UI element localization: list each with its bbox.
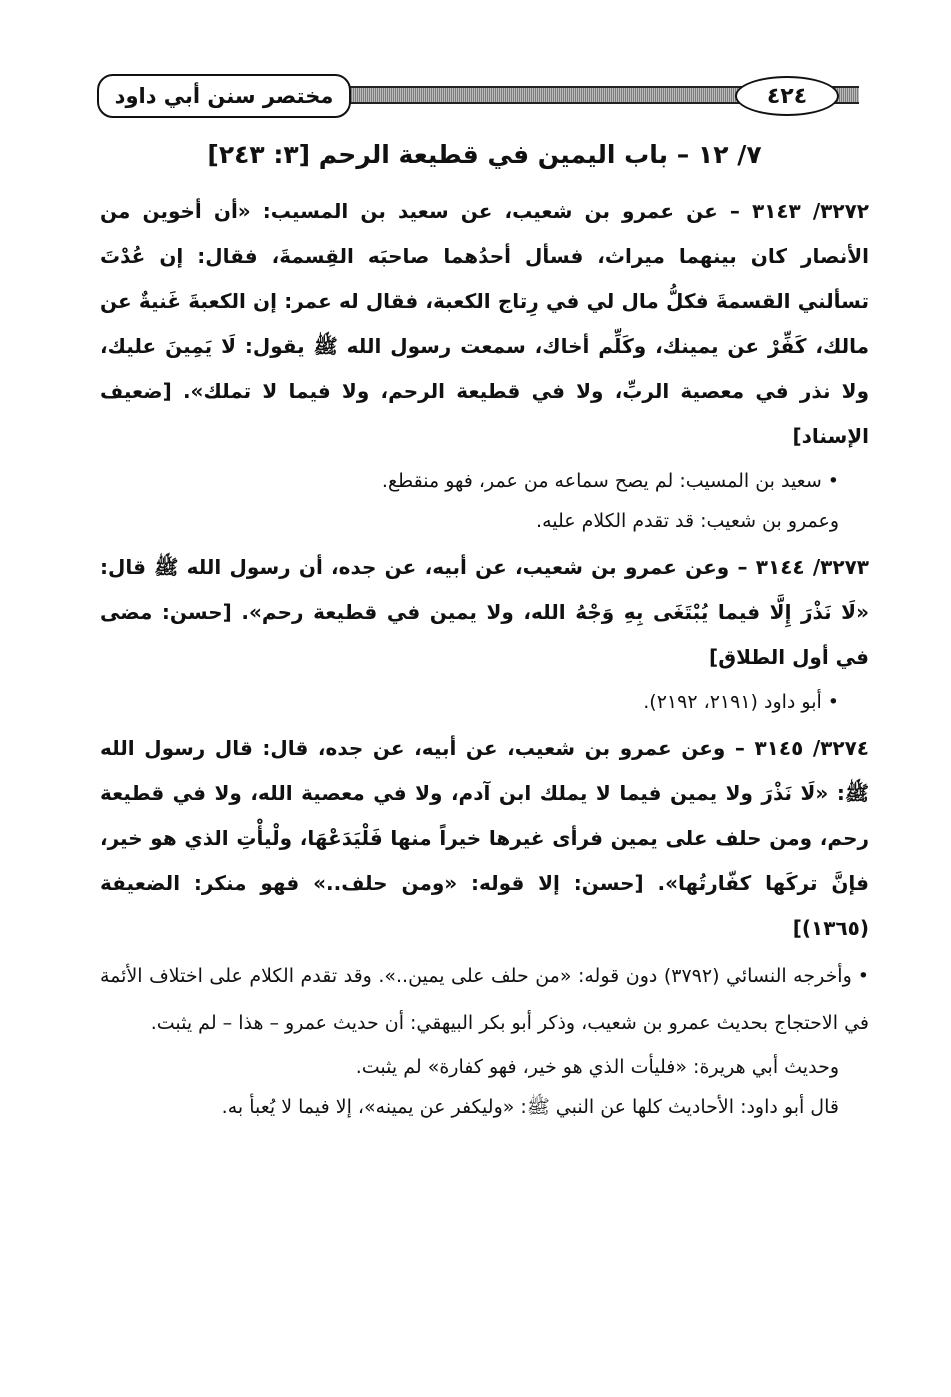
note-text: سعيد بن المسيب: لم يصح سماعه من عمر، فهو منقطع. (381, 470, 822, 492)
hadith-number: ٣٢٧٢/ ٣١٤٣ – (729, 199, 869, 223)
note-text: وحديث أبي هريرة: «فليأت الذي هو خير، فهو كفارة» لم يثبت. (355, 1056, 839, 1078)
note-nasai-ref (100, 953, 869, 1047)
note-text: وعمرو بن شعيب: قد تقدم الكلام عليه. (536, 510, 839, 532)
note-abu-hurayra (100, 1047, 869, 1087)
page-number: ٤٢٤ (735, 76, 839, 116)
bullet: • (827, 691, 839, 713)
hadith-3273 (100, 545, 869, 680)
bullet: • (857, 965, 869, 987)
hadith-number: ٣٢٧٤/ ٣١٤٥ – (734, 736, 869, 760)
chapter-title: ٧/ ١٢ – باب اليمين في قطيعة الرحم [٣: ٢٤٣] (207, 140, 762, 169)
note-text: قال أبو داود: الأحاديث كلها عن النبي ﷺ: «وليكفر عن يمينه»، إلا فيما لا يُعبأ به. (221, 1096, 839, 1118)
note-text: وأخرجه النسائي (٣٧٩٢) دون قوله: «من حلف على يمين..». وقد تقدم الكلام على اختلاف الأئمة في الاحتجاج بحديث عمرو بن شعيب، وذكر أبو بكر البيهقي: أن حديث عمرو – هذا – لم يثبت. (100, 965, 869, 1034)
hadith-text: وعن عمرو بن شعيب، عن أبيه، عن جده، قال: قال رسول الله ﷺ: «لَا نَذْرَ ولا يمين فيما لا يملك ابن آدم، ولا في معصية الله، ولا في قطيعة رحم، ومن حلف على يمين فرأى غيرها خيراً منها فَلْيَدَعْهَا، ولْيأْتِ الذي هو خير، فإنَّ تركَها كفّارتُها». [حسن: إلا قوله: «ومن حلف..» فهو منكر: الضعيفة (١٣٦٥)] (100, 736, 869, 940)
note-abu-dawud-ref (100, 682, 869, 722)
book-title: مختصر سنن أبي داود (97, 74, 351, 118)
hadith-3272 (100, 189, 869, 459)
hadith-text: عن عمرو بن شعيب، عن سعيد بن المسيب: «أن أخوين من الأنصار كان بينهما ميراث، فسأل أحدُهما صاحبَه القِسمةَ، فقال: إن عُدْتَ تسألني القسمةَ فكلُّ مال لي في رِتاج الكعبة، فقال له عمر: إن الكعبةَ غَنيةٌ عن مالك، كَفِّرْ عن يمينك، وكَلِّم أخاك، سمعت رسول الله ﷺ يقول: لَا يَمِينَ عليك، ولا نذر في معصية الربِّ، ولا في قطيعة الرحم، ولا فيما لا تملك». [ضعيف الإسناد] (100, 199, 869, 448)
hadith-text: وعن عمرو بن شعيب، عن أبيه، عن جده، أن رسول الله ﷺ قال: «لَا نَذْرَ إِلَّا فيما يُبْتَغَى بِهِ وَجْهُ الله، ولا يمين في قطيعة رحم». [حسن: مضى في أول الطلاق] (100, 555, 869, 669)
note-amr-ibn-shuayb (100, 501, 869, 541)
bullet: • (827, 470, 839, 492)
note-abu-dawud-comment (100, 1087, 869, 1127)
page-header (97, 70, 869, 120)
page-body (100, 135, 869, 1127)
note-text: أبو داود (٢١٩١، ٢١٩٢). (643, 691, 822, 713)
note-said-ibn-musayyib (100, 461, 869, 501)
hadith-number: ٣٢٧٣/ ٣١٤٤ – (737, 555, 869, 579)
hadith-3274 (100, 726, 869, 951)
